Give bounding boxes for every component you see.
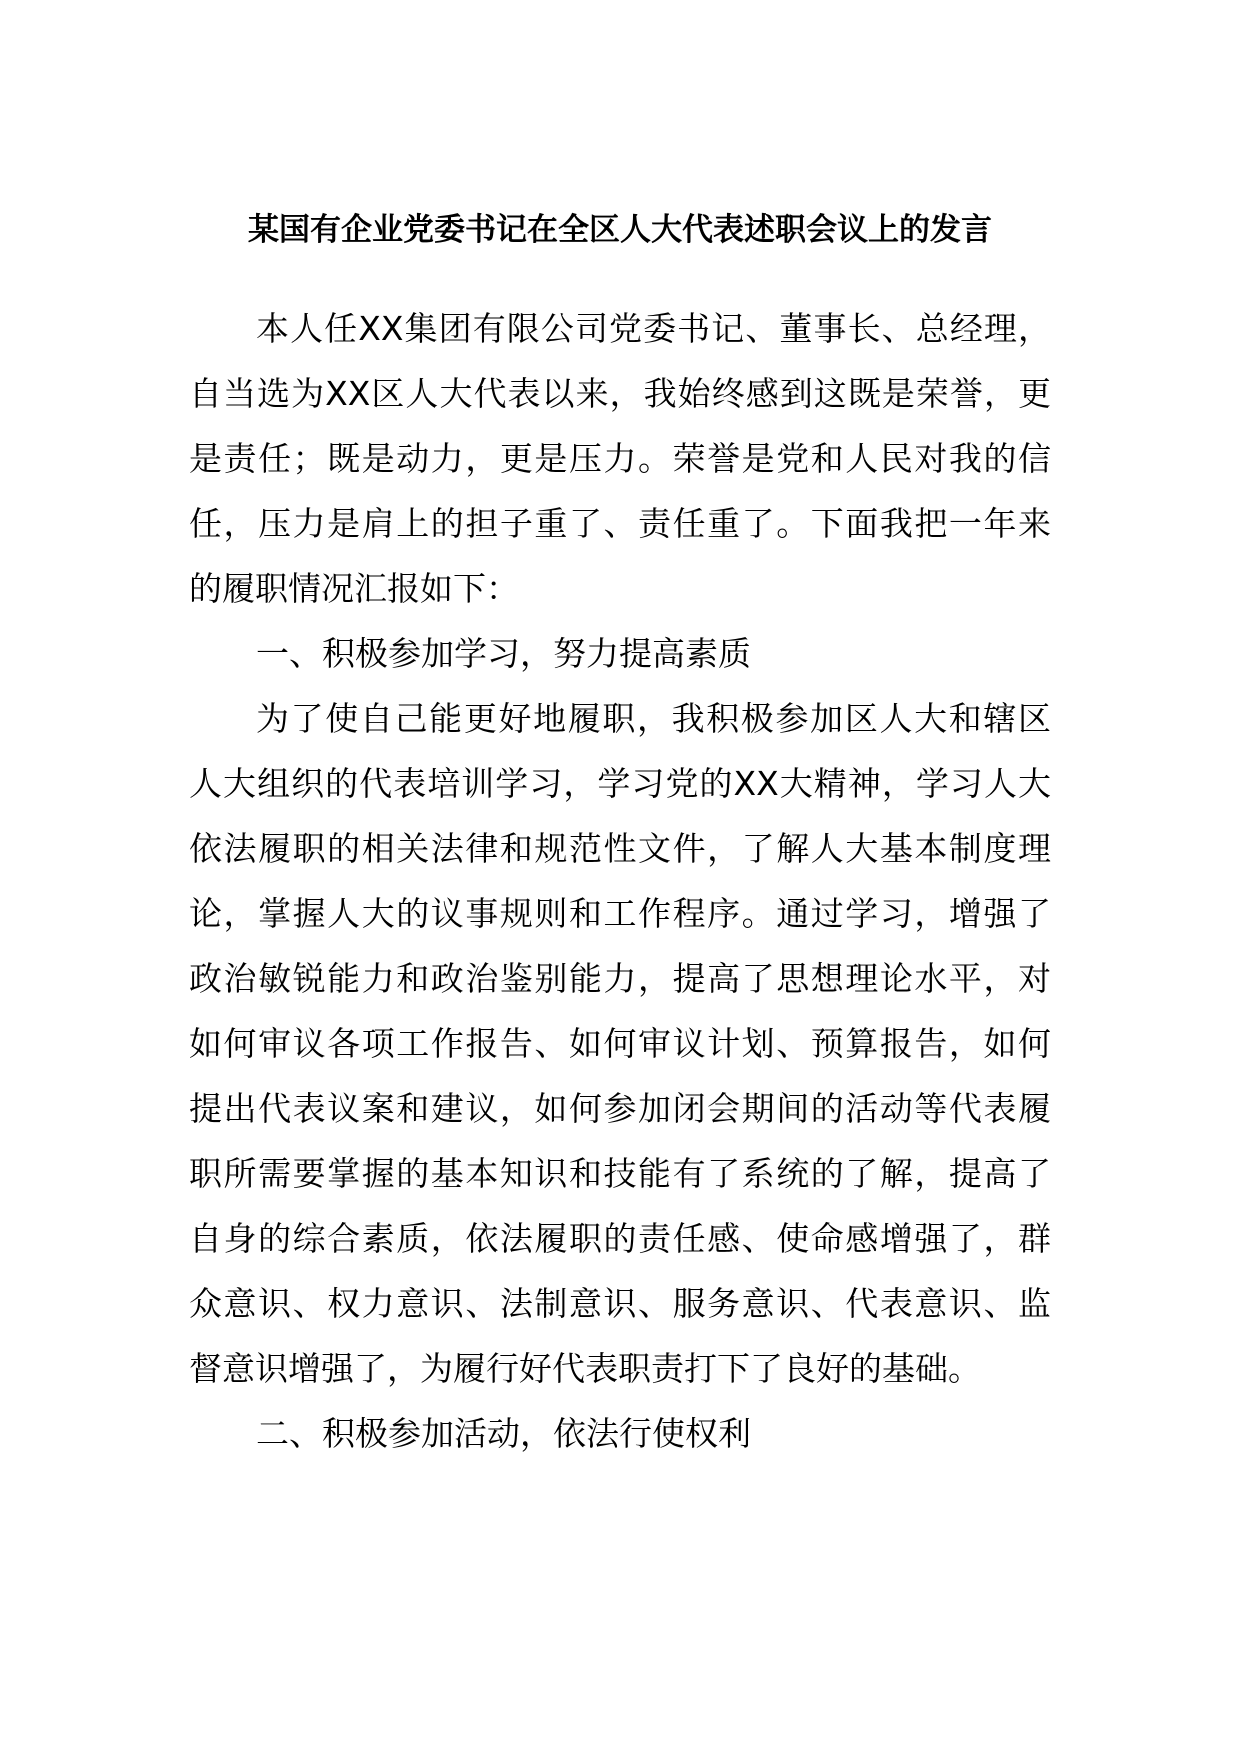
text-line: 提出代表议案和建议，如何参加闭会期间的活动等代表履 — [189, 1089, 1051, 1128]
text-line: 二、积极参加活动，依法行使权利 — [256, 1414, 751, 1453]
text-line: 的履职情况汇报如下： — [189, 569, 519, 608]
section-heading — [189, 1401, 1051, 1466]
text-line: 人大组织的代表培训学习，学习党的XX大精神，学习人大 — [189, 764, 1051, 803]
text-line: 为了使自己能更好地履职，我积极参加区人大和辖区 — [256, 699, 1051, 738]
paragraph — [189, 296, 1051, 621]
text-line: 众意识、权力意识、法制意识、服务意识、代表意识、监 — [189, 1284, 1051, 1323]
text-line: 政治敏锐能力和政治鉴别能力，提高了思想理论水平，对 — [189, 959, 1051, 998]
text-line: 任，压力是肩上的担子重了、责任重了。下面我把一年来 — [189, 504, 1051, 543]
text-line: 如何审议各项工作报告、如何审议计划、预算报告，如何 — [189, 1024, 1051, 1063]
text-line: 依法履职的相关法律和规范性文件，了解人大基本制度理 — [189, 829, 1051, 868]
text-line: 自身的综合素质，依法履职的责任感、使命感增强了，群 — [189, 1219, 1051, 1258]
text-line: 一、积极参加学习，努力提高素质 — [256, 634, 751, 673]
document-body — [189, 296, 1051, 1466]
section-heading — [189, 621, 1051, 686]
paragraph — [189, 686, 1051, 1401]
document-title: 某国有企业党委书记在全区人大代表述职会议上的发言 — [248, 212, 992, 248]
text-line: 自当选为XX区人大代表以来，我始终感到这既是荣誉，更 — [189, 374, 1051, 413]
text-line: 督意识增强了，为履行好代表职责打下了良好的基础。 — [189, 1349, 981, 1388]
text-line: 论，掌握人大的议事规则和工作程序。通过学习，增强了 — [189, 894, 1051, 933]
text-line: 本人任XX集团有限公司党委书记、董事长、总经理， — [256, 309, 1051, 348]
text-line: 职所需要掌握的基本知识和技能有了系统的了解，提高了 — [189, 1154, 1051, 1193]
text-line: 是责任；既是动力，更是压力。荣誉是党和人民对我的信 — [189, 439, 1051, 478]
